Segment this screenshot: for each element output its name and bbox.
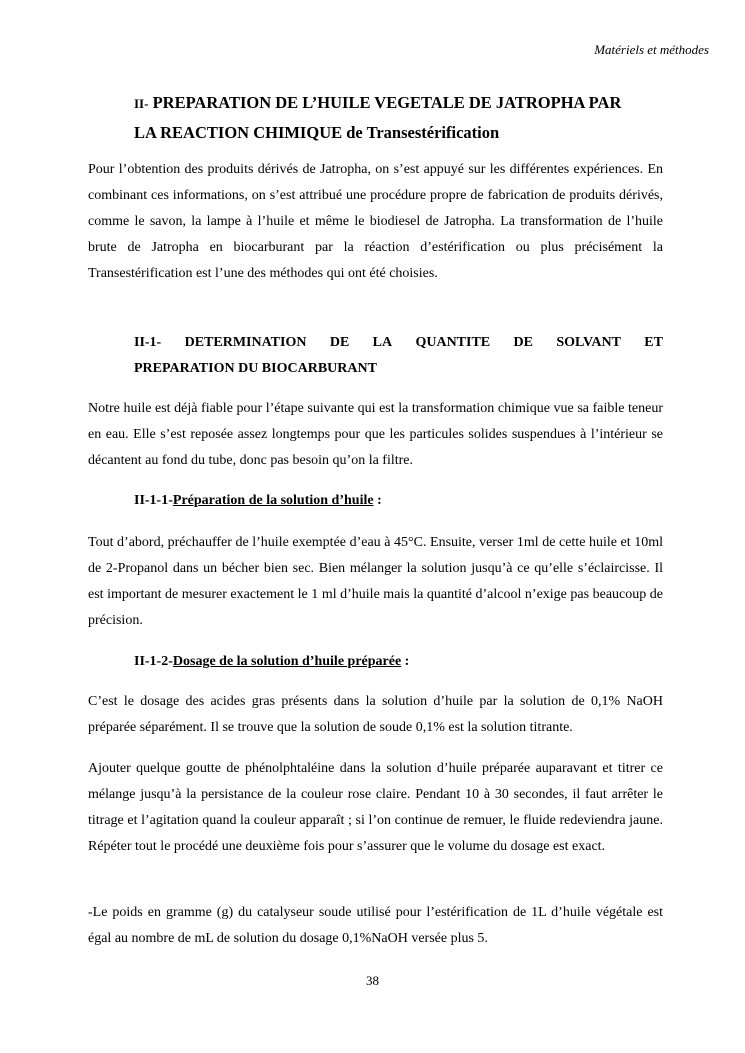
subsection-heading-ii-1-2	[134, 649, 409, 675]
section-heading-ii	[134, 88, 664, 147]
subsection-colon: :	[401, 654, 410, 669]
heading-word: DE	[329, 335, 350, 350]
section-heading-line1	[134, 88, 664, 118]
subsection-title: Préparation de la solution d’huile	[172, 493, 374, 508]
subsection-heading-ii-1	[134, 330, 663, 382]
subsection-title: Dosage de la solution d’huile préparée	[172, 654, 402, 669]
paragraph-ii-1-2-c: -Le poids en gramme (g) du catalyseur soude utilisé pour l’estérification de 1L d’huile végétale est égal au nombre de mL de solution du dosage 0,1%NaOH versée plus 5.	[88, 905, 663, 946]
heading-word: DE	[513, 335, 533, 350]
subsection-heading-line1	[134, 330, 663, 356]
subsection-colon: :	[373, 493, 382, 508]
subsection-number: II-1-2-	[134, 654, 173, 669]
subsection-heading-line2: PREPARATION DU BIOCARBURANT	[134, 361, 377, 376]
section-title-line2: LA REACTION CHIMIQUE de Transestérification	[134, 123, 500, 142]
heading-word: ET	[644, 335, 663, 350]
heading-word: DETERMINATION	[184, 335, 307, 350]
page-number: 38	[366, 973, 379, 988]
heading-word: LA	[372, 335, 393, 350]
subsection-number: II-1-1-	[134, 493, 173, 508]
section-number: II-	[134, 96, 149, 111]
heading-word: II-1-	[134, 335, 162, 350]
paragraph-ii-1: Notre huile est déjà fiable pour l’étape suivante qui est la transformation chimique vue sa faible teneur en eau. Elle s’est reposée assez longtemps pour que les particules solides suspendues à l’intérieur se décantent au fond du tube, donc pas besoin qu’on la filtre.	[88, 401, 663, 468]
paragraph-ii-1-2-a: C’est le dosage des acides gras présents dans la solution d’huile par la solution de 0,1% NaOH préparée séparément. Il se trouve que la solution de soude 0,1% est la solution titrante.	[88, 694, 663, 735]
paragraph-ii-1-2-b: Ajouter quelque goutte de phénolphtaléine dans la solution d’huile préparée auparavant et titrer ce mélange jusqu’à la persistance de la couleur rose claire. Pendant 10 à 30 secondes, il faut arrêter le titrage et l’agitation quand la couleur apparaît ; si l’on continue de remuer, le fluide redeviendra jaune. Répéter tout le procédé une deuxième fois pour s’assurer que le volume du dosage est exact.	[88, 761, 663, 854]
intro-paragraph: Pour l’obtention des produits dérivés de Jatropha, on s’est appuyé sur les différentes expériences. En combinant ces informations, on s’est attribué une procédure propre de fabrication de produits dérivés, comme le savon, la lampe à l’huile et même le biodiesel de Jatropha. La transformation de l’huile brute de Jatropha en biocarburant par la réaction d’estérification ou plus précisément la Transestérification est l’une des méthodes qui ont été choisies.	[88, 162, 663, 281]
section-title-line1: PREPARATION DE L’HUILE VEGETALE DE JATROPHA PAR	[152, 93, 622, 112]
heading-word: QUANTITE	[415, 335, 491, 350]
paragraph-ii-1-1: Tout d’abord, préchauffer de l’huile exemptée d’eau à 45°C. Ensuite, verser 1ml de cette huile et 10ml de 2-Propanol dans un bécher bien sec. Bien mélanger la solution jusqu’à ce qu’elle s’éclaircisse. Il est important de mesurer exactement le 1 ml d’huile mais la quantité d’alcool n’exige pas beaucoup de précision.	[88, 535, 663, 628]
heading-word: SOLVANT	[556, 335, 621, 350]
subsection-heading-ii-1-1	[134, 488, 382, 514]
running-header: Matériels et méthodes	[594, 42, 709, 57]
